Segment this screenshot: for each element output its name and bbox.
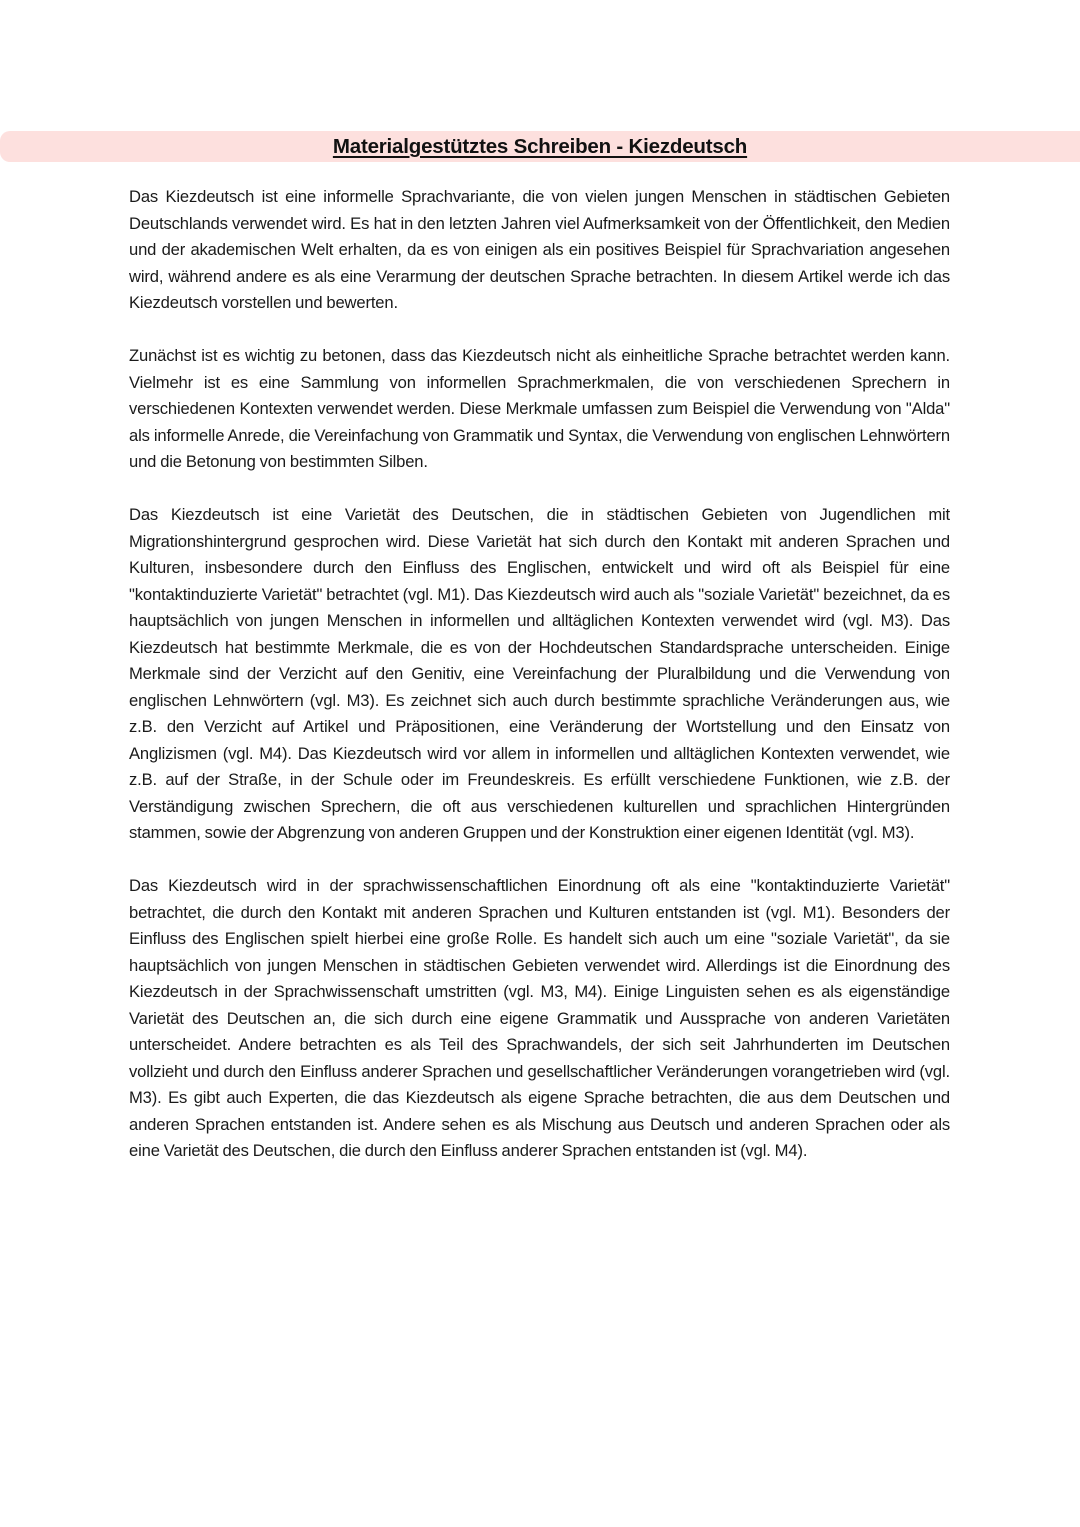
- paragraph-intro: Das Kiezdeutsch ist eine informelle Sprachvariante, die von vielen jungen Menschen in städtischen Gebieten Deutschlands verwendet wird. Es hat in den letzten Jahren viel Aufmerksamkeit von der Öffentlichkeit, den Medien und der akademischen Welt erhalten, da es von einigen als ein positives Beispiel für Sprachvariation angesehen wird, während andere es als eine Verarmung der deutschen Sprache betrachten. In diesem Artikel werde ich das Kiezdeutsch vorstellen und bewerten.: [129, 187, 950, 312]
- paragraph-classification: Das Kiezdeutsch wird in der sprachwissenschaftlichen Einordnung oft als eine "kontaktinduzierte Varietät" betrachtet, die durch den Kontakt mit anderen Sprachen und Kulturen entstanden ist (vgl. M1). Besonders der Einfluss des Englischen spielt hierbei eine große Rolle. Es handelt sich auch um eine "soziale Varietät", da sie hauptsächlich von jungen Menschen in städtischen Gebieten verwendet wird. Allerdings ist die Einordnung des Kiezdeutsch in der Sprachwissenschaft umstritten (vgl. M3, M4). Einige Linguisten sehen es als eigenständige Varietät des Deutschen an, die sich durch eine eigene Grammatik und Aussprache von anderen Varietäten unterscheidet. Andere betrachten es als Teil des Sprachwandels, der sich seit Jahrhunderten im Deutschen vollzieht und durch den Einfluss anderer Sprachen und gesellschaftlicher Veränderungen vorangetrieben wird (vgl. M3). Es gibt auch Experten, die das Kiezdeutsch als eigene Sprache betrachten, die aus dem Deutschen und anderen Sprachen entstanden ist. Andere sehen es als Mischung aus Deutsch und anderen Sprachen oder als eine Varietät des Deutschen, die durch den Einfluss anderer Sprachen entstanden ist (vgl. M4).: [129, 876, 950, 1160]
- paragraph-variety: Das Kiezdeutsch ist eine Varietät des Deutschen, die in städtischen Gebieten von Jugendlichen mit Migrationshintergrund gesprochen wird. Diese Varietät hat sich durch den Kontakt mit anderen Sprachen und Kulturen, insbesondere durch den Einfluss des Englischen, entwickelt und wird oft als Beispiel für eine "kontaktinduzierte Varietät" betrachtet (vgl. M1). Das Kiezdeutsch wird auch als "soziale Varietät" bezeichnet, da es hauptsächlich von jungen Menschen in informellen und alltäglichen Kontexten verwendet wird (vgl. M3). Das Kiezdeutsch hat bestimmte Merkmale, die es von der Hochdeutschen Standardsprache unterscheiden. Einige Merkmale sind der Verzicht auf den Genitiv, eine Vereinfachung der Pluralbildung und die Verwendung von englischen Lehnwörtern (vgl. M3). Es zeichnet sich auch durch bestimmte sprachliche Veränderungen aus, wie z.B. den Verzicht auf Artikel und Präpositionen, eine Veränderung der Wortstellung und den Einsatz von Anglizismen (vgl. M4). Das Kiezdeutsch wird vor allem in informellen und alltäglichen Kontexten verwendet, wie z.B. auf der Straße, in der Schule oder im Freundeskreis. Es erfüllt verschiedene Funktionen, wie z.B. der Verständigung zwischen Sprechern, die oft aus verschiedenen kulturellen und sprachlichen Hintergründen stammen, sowie der Abgrenzung von anderen Gruppen und der Konstruktion einer eigenen Identität (vgl. M3).: [129, 505, 950, 842]
- document-body: [129, 184, 950, 1191]
- page-title: Materialgestütztes Schreiben - Kiezdeutsch: [332, 135, 748, 158]
- paragraph-features: Zunächst ist es wichtig zu betonen, dass das Kiezdeutsch nicht als einheitliche Sprache betrachtet werden kann. Vielmehr ist es eine Sammlung von informellen Sprachmerkmalen, die von verschiedenen Sprechern in verschiedenen Kontexten verwendet werden. Diese Merkmale umfassen zum Beispiel die Verwendung von "Alda" als informelle Anrede, die Vereinfachung von Grammatik und Syntax, die Verwendung von englischen Lehnwörtern und die Betonung von bestimmten Silben.: [129, 346, 950, 471]
